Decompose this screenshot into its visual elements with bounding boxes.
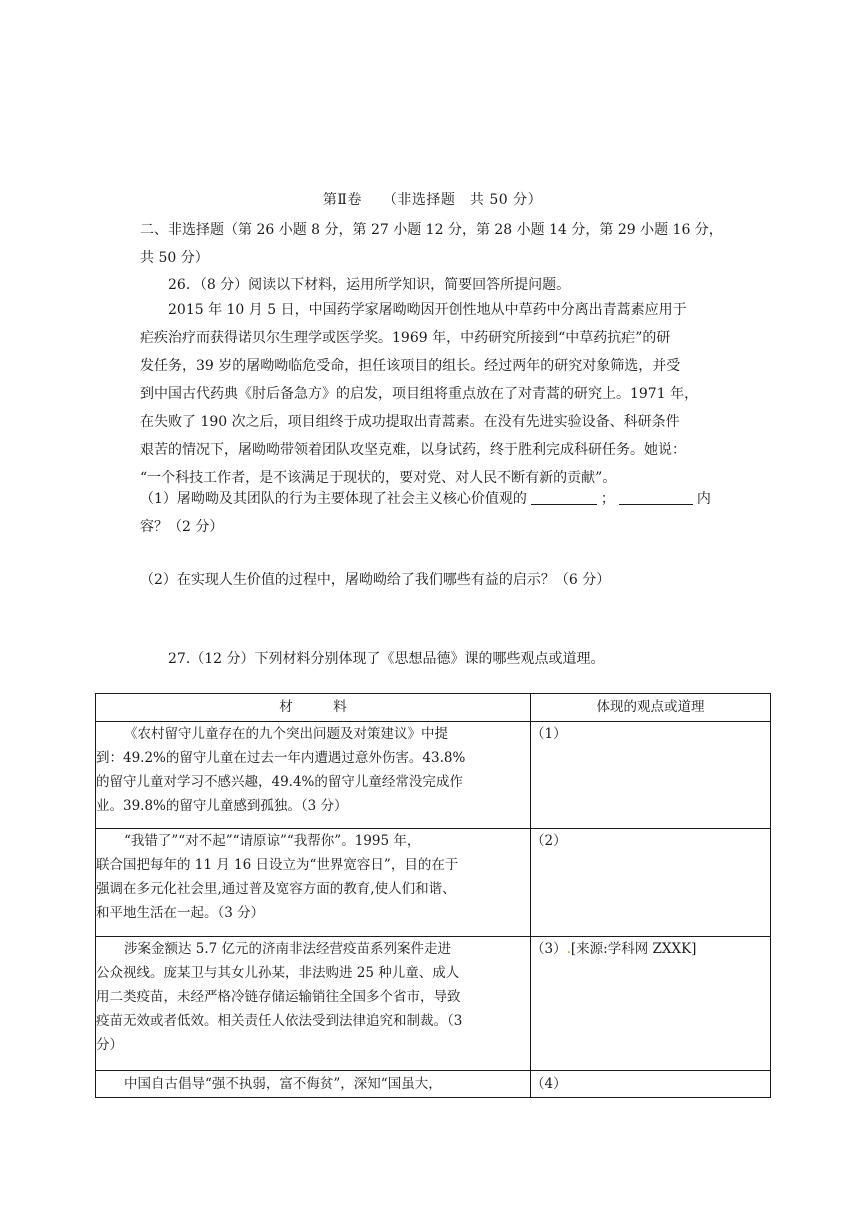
answer-cell[interactable] xyxy=(531,829,771,937)
section-title-sub: （非选择题 共 50 分） xyxy=(382,192,543,208)
material-line: 联合国把每年的 11 月 16 日设立为“世界宽容日”，目的在于 xyxy=(96,857,459,873)
answer-label: （1） xyxy=(531,726,567,742)
answer-label: （3） xyxy=(531,941,567,957)
material-line: 到中国古代药典《肘后备急方》的启发，项目组将重点放在了对青蒿的研究上。1971 年， xyxy=(140,386,699,402)
table-row xyxy=(96,1071,771,1098)
material-line: 在失败了 190 次之后，项目组终于成功提取出青蒿素。在没有先进实验设备、科研条件 xyxy=(140,414,680,430)
material-line: 艰苦的情况下，屠呦呦带领着团队攻坚克难，以身试药，终于胜利完成科研任务。她说： xyxy=(140,442,686,458)
header-material: 材 料 xyxy=(96,694,531,722)
material-line: 分） xyxy=(96,1037,123,1053)
material-line: 涉案金额达 5.7 亿元的济南非法经营疫苗系列案件走进 xyxy=(124,941,452,957)
sub1-separator: ； xyxy=(600,491,615,507)
material-line: 到：49.2%的留守儿童在过去一年内遭遇过意外伤害。43.8% xyxy=(96,750,466,766)
material-cell xyxy=(96,722,531,829)
material-line: 发任务，39 岁的屠呦呦临危受命，担任该项目的组长。经过两年的研究对象筛选，并受 xyxy=(140,358,681,374)
section2-instructions xyxy=(140,216,728,272)
section-title-main: 第Ⅱ卷 xyxy=(322,192,362,208)
material-line: 强调在多元化社会里,通过普及宽容方面的教育,使人们和谐、 xyxy=(96,881,456,897)
material-line: 《农村留守儿童存在的九个突出问题及对策建议》中提 xyxy=(124,726,448,742)
answer-label: （2） xyxy=(531,833,567,849)
question-26-sub1 xyxy=(140,485,728,541)
source-note: [来源:学科网 ZXXK] xyxy=(570,941,697,957)
section2-line: 二、非选择题（第 26 小题 8 分，第 27 小题 12 分，第 28 小题 14 分，第 29 小题 16 分， xyxy=(140,222,723,238)
material-cell xyxy=(96,829,531,937)
material-line: 2015 年 10 月 5 日，中国药学家屠呦呦因开创性地从中草药中分离出青蒿素应用于 xyxy=(168,302,687,318)
table-row xyxy=(96,829,771,937)
question-26-prompt xyxy=(140,271,756,299)
material-line: “我错了”“对不起”“请原谅”“我帮你”。1995 年， xyxy=(124,833,421,849)
sub1-text: （1）屠呦呦及其团队的行为主要体现了社会主义核心价值观的 xyxy=(140,491,527,507)
question-26-sub2 xyxy=(140,566,728,594)
material-line: “一个科技工作者，是不该满足于现状的，要对党、对人民不断有新的贡献”。 xyxy=(140,470,617,486)
question-27-table xyxy=(95,693,771,1098)
answer-blank-2[interactable] xyxy=(619,488,693,505)
material-line: 的留守儿童对学习不感兴趣，49.4%的留守儿童经常没完成作 xyxy=(96,774,463,790)
sub1-suffix: 内 xyxy=(696,491,711,507)
material-line: 疫苗无效或者低效。相关责任人依法受到法律追究和制裁。（3 xyxy=(96,1013,463,1029)
material-line: 中国自古倡导“强不执弱，富不侮贫”，深知“国虽大， xyxy=(124,1076,442,1092)
answer-label: （4） xyxy=(531,1076,567,1092)
answer-blank-1[interactable] xyxy=(531,488,597,505)
section-title xyxy=(0,189,865,209)
question-26-prompt-text: 26．（8 分）阅读以下材料，运用所学知识，简要回答所提问题。 xyxy=(168,277,571,293)
answer-cell[interactable] xyxy=(531,1071,771,1098)
answer-cell[interactable] xyxy=(531,722,771,829)
answer-cell[interactable] xyxy=(531,937,771,1071)
material-line: 业。39.8%的留守儿童感到孤独。（3 分） xyxy=(96,798,348,814)
material-line: 公众视线。庞某卫与其女儿孙某，非法购进 25 种儿童、成人 xyxy=(96,965,460,981)
question-26-material xyxy=(140,296,728,492)
sub2-text: （2）在实现人生价值的过程中，屠呦呦给了我们哪些有益的启示？（6 分） xyxy=(140,572,611,588)
material-line: 用二类疫苗，未经严格冷链存储运输销往全国多个省市，导致 xyxy=(96,989,461,1005)
table-header-row xyxy=(96,694,771,722)
table-row xyxy=(96,937,771,1071)
material-cell xyxy=(96,937,531,1071)
header-view: 体现的观点或道理 xyxy=(531,694,771,722)
marker-dot: . xyxy=(566,941,571,957)
section2-line: 共 50 分） xyxy=(140,250,209,266)
material-cell xyxy=(96,1071,531,1098)
sub1-text-line2: 容？（2 分） xyxy=(140,519,224,535)
table-row xyxy=(96,722,771,829)
question-27-prompt-text: 27.（12 分）下列材料分别体现了《思想品德》课的哪些观点或道理。 xyxy=(168,651,605,667)
material-line: 和平地生活在一起。（3 分） xyxy=(96,905,265,921)
question-27-prompt xyxy=(140,645,756,673)
material-line: 疟疾治疗而获得诺贝尔生理学或医学奖。1969 年，中药研究所接到“中草药抗疟”的研 xyxy=(140,330,671,346)
